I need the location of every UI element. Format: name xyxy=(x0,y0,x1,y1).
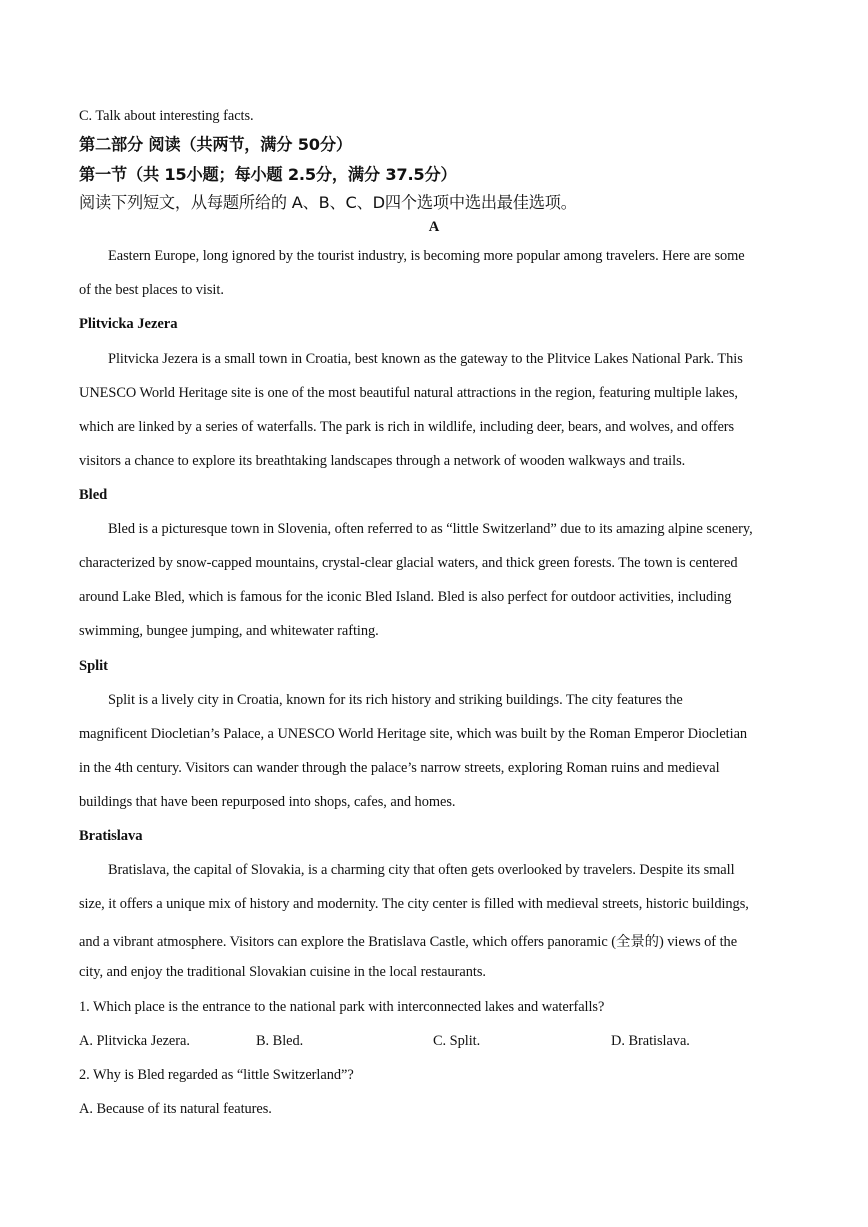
paragraph-line: buildings that have been repurposed into shops, cafes, and homes. xyxy=(79,794,456,810)
paragraph-line: city, and enjoy the traditional Slovakian cuisine in the local restaurants. xyxy=(79,964,486,980)
intro-line: Eastern Europe, long ignored by the tourist industry, is becoming more popular among travelers. Here are some xyxy=(108,248,745,264)
paragraph-line: which are linked by a series of waterfalls. The park is rich in wildlife, including deer, bears, and wolves, and offers xyxy=(79,419,735,435)
intro-line: of the best places to visit. xyxy=(79,282,224,298)
place-heading: Split xyxy=(79,658,108,674)
section-title: 第一节（共 15小题；每小题 2.5分，满分 37.5分） xyxy=(79,165,457,184)
question-stem: 2. Why is Bled regarded as “little Switzerland”? xyxy=(79,1067,354,1083)
paragraph-line: swimming, bungee jumping, and whitewater rafting. xyxy=(79,623,379,639)
question-stem: 1. Which place is the entrance to the national park with interconnected lakes and waterfalls? xyxy=(79,999,605,1015)
paragraph-line: around Lake Bled, which is famous for the iconic Bled Island. Bled is also perfect for outdoor activities, including xyxy=(79,589,732,605)
answer-option: B. Bled. xyxy=(256,1033,304,1049)
place-heading: Plitvicka Jezera xyxy=(79,316,178,332)
passage-label: A xyxy=(428,219,440,235)
paragraph-line: in the 4th century. Visitors can wander through the palace’s narrow streets, exploring Roman ruins and medieval xyxy=(79,760,720,776)
paragraph-line: Plitvicka Jezera is a small town in Croatia, best known as the gateway to the Plitvice Lakes National Park. This xyxy=(108,351,743,367)
paragraph-line: and a vibrant atmosphere. Visitors can explore the Bratislava Castle, which offers panoramic (全景的) views of the xyxy=(79,934,738,950)
option-c-line: C. Talk about interesting facts. xyxy=(79,108,254,124)
paragraph-line: Bratislava, the capital of Slovakia, is a charming city that often gets overlooked by travelers. Despite its small xyxy=(108,862,735,878)
paragraph-line: characterized by snow-capped mountains, crystal-clear glacial waters, and thick green forests. The town is centered xyxy=(79,555,738,571)
paragraph-line: Bled is a picturesque town in Slovenia, often referred to as “little Switzerland” due to its amazing alpine scenery, xyxy=(108,521,753,537)
place-heading: Bratislava xyxy=(79,828,143,844)
instruction: 阅读下列短文，从每题所给的 A、B、C、D四个选项中选出最佳选项。 xyxy=(79,193,577,212)
part-title: 第二部分 阅读（共两节，满分 50分） xyxy=(79,135,352,154)
answer-option: A. Because of its natural features. xyxy=(79,1101,272,1117)
answer-option: A. Plitvicka Jezera. xyxy=(79,1033,190,1049)
answer-option: D. Bratislava. xyxy=(611,1033,690,1049)
paragraph-line: UNESCO World Heritage site is one of the most beautiful natural attractions in the region, featuring multiple lakes, xyxy=(79,385,738,401)
place-heading: Bled xyxy=(79,487,108,503)
paragraph-line: magnificent Diocletian’s Palace, a UNESCO World Heritage site, which was built by the Roman Emperor Diocletian xyxy=(79,726,748,742)
paragraph-line: Split is a lively city in Croatia, known for its rich history and striking buildings. The city features the xyxy=(108,692,683,708)
paragraph-line: size, it offers a unique mix of history and modernity. The city center is filled with medieval streets, historic buildings, xyxy=(79,896,749,912)
paragraph-line: visitors a chance to explore its breathtaking landscapes through a network of wooden walkways and trails. xyxy=(79,453,686,469)
answer-option: C. Split. xyxy=(433,1033,481,1049)
